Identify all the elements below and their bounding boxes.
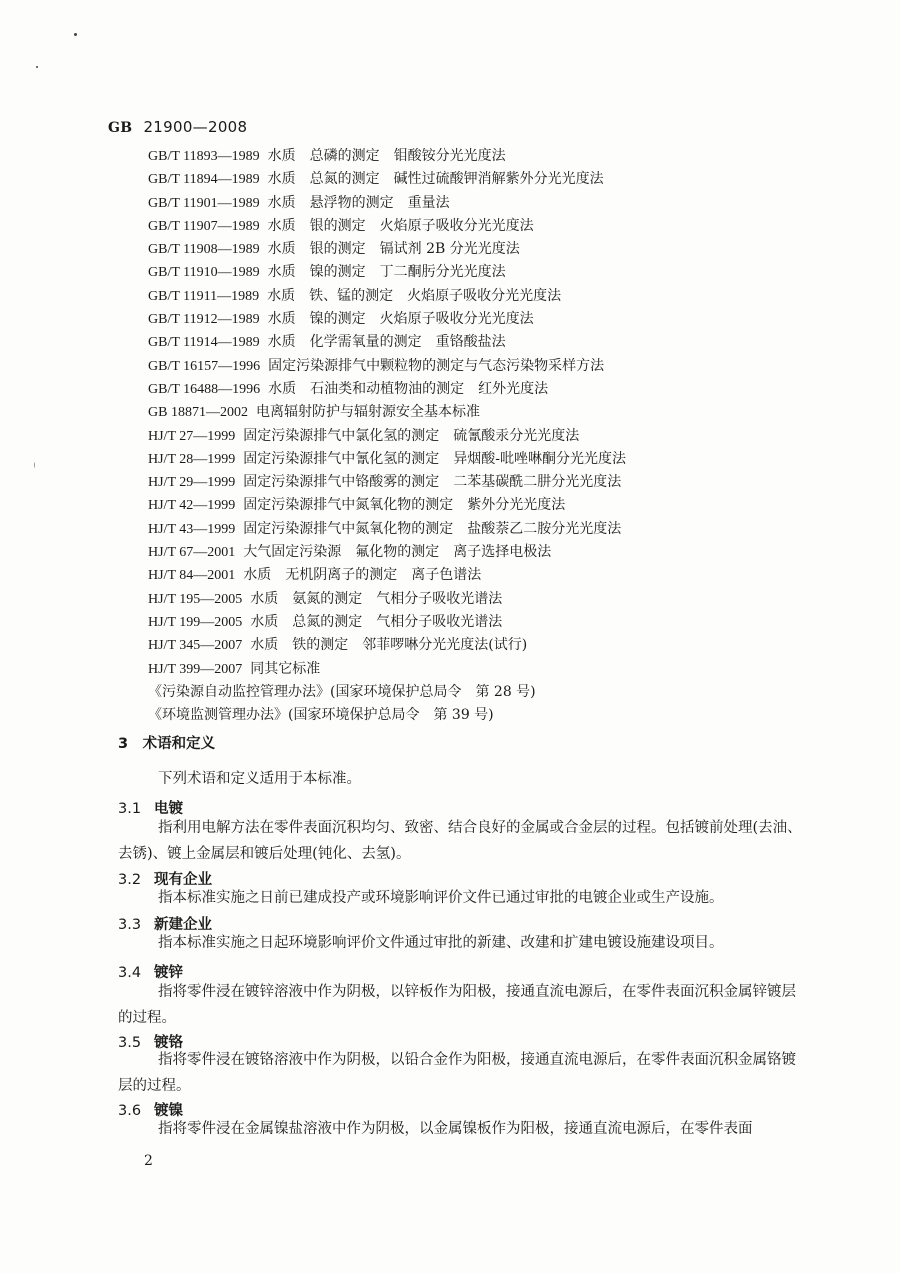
term-definition: 指将零件浸在金属镍盐溶液中作为阴极，以金属镍板作为阳极，接通直流电源后，在零件表面 bbox=[158, 1121, 753, 1137]
term-number: 3.6 bbox=[118, 1103, 142, 1119]
reference-item bbox=[148, 331, 626, 354]
reference-title: 固定污染源排气中氯化氢的测定 硫氰酸汞分光光度法 bbox=[243, 427, 580, 444]
reference-title: 固定污染源排气中氰化氢的测定 异烟酸-吡唑啉酮分光光度法 bbox=[243, 450, 626, 467]
reference-code: HJ/T 345—2007 bbox=[148, 638, 243, 654]
term-number: 3.3 bbox=[118, 917, 142, 933]
term-definition: 指将零件浸在镀锌溶液中作为阴极，以锌板作为阳极，接通直流电源后，在零件表面沉积金属锌镀层的过程。 bbox=[118, 984, 796, 1026]
term-name: 电镀 bbox=[154, 801, 183, 817]
reference-code: HJ/T 195—2005 bbox=[148, 591, 243, 607]
reference-code: GB 18871—2002 bbox=[148, 405, 248, 421]
reference-title: 水质 无机阴离子的测定 离子色谱法 bbox=[243, 567, 482, 584]
reference-item bbox=[148, 634, 626, 657]
reference-item bbox=[148, 494, 626, 517]
reference-code: GB/T 11912—1989 bbox=[148, 312, 260, 328]
section-heading: 3 术语和定义 bbox=[118, 736, 216, 752]
reference-item bbox=[148, 215, 626, 238]
reference-title: 水质 总磷的测定 钼酸铵分光光度法 bbox=[267, 148, 506, 164]
reference-item bbox=[148, 588, 626, 611]
reference-item bbox=[148, 681, 626, 704]
reference-item bbox=[148, 471, 626, 494]
reference-item bbox=[148, 541, 626, 564]
reference-title: 固定污染源排气中氮氧化物的测定 紫外分光光度法 bbox=[243, 497, 566, 514]
reference-code: HJ/T 399—2007 bbox=[148, 661, 243, 677]
reference-item bbox=[148, 285, 626, 308]
reference-title: 固定污染源排气中氮氧化物的测定 盐酸萘乙二胺分光光度法 bbox=[243, 520, 622, 537]
reference-title: 同其它标准 bbox=[250, 660, 321, 677]
scan-speck bbox=[36, 66, 38, 68]
reference-title: 大气固定污染源 氟化物的测定 离子选择电极法 bbox=[243, 544, 552, 561]
reference-item bbox=[148, 378, 626, 401]
page-number: 2 bbox=[144, 1153, 153, 1169]
term-number: 3.1 bbox=[118, 801, 142, 817]
reference-code: GB/T 11908—1989 bbox=[148, 242, 260, 258]
reference-code: GB/T 16488—1996 bbox=[148, 381, 261, 397]
reference-item bbox=[148, 401, 626, 424]
reference-item bbox=[148, 448, 626, 471]
reference-item bbox=[148, 704, 626, 727]
reference-title: 水质 镍的测定 丁二酮肟分光光度法 bbox=[267, 264, 506, 281]
reference-code: GB/T 11893—1989 bbox=[148, 149, 260, 164]
reference-regulation: 《污染源自动监控管理办法》(国家环境保护总局令 第 28 号) bbox=[148, 683, 536, 700]
standard-number: 21900—2008 bbox=[143, 118, 248, 136]
term-number: 3.2 bbox=[118, 872, 142, 888]
reference-item bbox=[148, 611, 626, 634]
reference-title: 水质 悬浮物的测定 重量法 bbox=[267, 194, 450, 211]
section-intro: 下列术语和定义适用于本标准。 bbox=[158, 771, 361, 787]
reference-code: GB/T 16157—1996 bbox=[148, 358, 261, 374]
term-name: 现有企业 bbox=[154, 872, 212, 888]
reference-title: 固定污染源排气中颗粒物的测定与气态污染物采样方法 bbox=[268, 357, 605, 374]
reference-item bbox=[148, 425, 626, 448]
reference-item bbox=[148, 308, 626, 331]
reference-title: 固定污染源排气中铬酸雾的测定 二苯基碳酰二肼分光光度法 bbox=[243, 474, 622, 491]
reference-title: 水质 铁的测定 邻菲啰啉分光光度法(试行) bbox=[250, 637, 528, 654]
term-number: 3.5 bbox=[118, 1035, 142, 1051]
term-name: 镀铬 bbox=[154, 1035, 183, 1051]
reference-code: GB/T 11894—1989 bbox=[148, 172, 260, 188]
reference-title: 水质 化学需氧量的测定 重铬酸盐法 bbox=[267, 334, 506, 351]
reference-item bbox=[148, 518, 626, 541]
reference-title: 水质 氨氮的测定 气相分子吸收光谱法 bbox=[250, 590, 503, 607]
reference-title: 水质 银的测定 镉试剂 2B 分光光度法 bbox=[267, 241, 520, 258]
reference-code: HJ/T 43—1999 bbox=[148, 521, 236, 537]
term-number: 3.4 bbox=[118, 965, 142, 981]
term-name: 镀锌 bbox=[154, 965, 183, 981]
term-definition: 指本标准实施之日前已建成投产或环境影响评价文件已通过审批的电镀企业或生产设施。 bbox=[158, 890, 724, 906]
scan-speck bbox=[34, 462, 35, 468]
reference-title: 水质 镍的测定 火焰原子吸收分光光度法 bbox=[267, 311, 534, 328]
reference-code: GB/T 11911—1989 bbox=[148, 288, 260, 304]
reference-title: 水质 石油类和动植物油的测定 红外光度法 bbox=[268, 380, 549, 397]
reference-code: GB/T 11907—1989 bbox=[148, 218, 260, 234]
reference-item bbox=[148, 261, 626, 284]
term-name: 镀镍 bbox=[154, 1103, 183, 1119]
page-header bbox=[108, 118, 247, 136]
reference-title: 电离辐射防护与辐射源安全基本标准 bbox=[255, 404, 480, 421]
reference-title: 水质 总氮的测定 气相分子吸收光谱法 bbox=[250, 613, 503, 630]
reference-item bbox=[148, 238, 626, 261]
reference-title: 水质 铁、锰的测定 火焰原子吸收分光光度法 bbox=[267, 287, 562, 304]
standard-prefix: GB bbox=[108, 120, 133, 136]
reference-item bbox=[148, 564, 626, 587]
term-definition: 指本标准实施之日起环境影响评价文件通过审批的新建、改建和扩建电镀设施建设项目。 bbox=[158, 935, 724, 951]
reference-item bbox=[148, 168, 626, 191]
reference-item bbox=[148, 355, 626, 378]
normative-references-list bbox=[148, 145, 626, 727]
reference-item bbox=[148, 658, 626, 681]
reference-code: HJ/T 29—1999 bbox=[148, 475, 236, 491]
reference-code: HJ/T 27—1999 bbox=[148, 428, 236, 444]
reference-code: HJ/T 199—2005 bbox=[148, 614, 243, 630]
reference-title: 水质 银的测定 火焰原子吸收分光光度法 bbox=[267, 217, 534, 234]
reference-item bbox=[148, 145, 626, 168]
reference-title: 水质 总氮的测定 碱性过硫酸钾消解紫外分光光度法 bbox=[267, 171, 604, 188]
reference-code: GB/T 11914—1989 bbox=[148, 335, 260, 351]
term-name: 新建企业 bbox=[154, 917, 212, 933]
reference-code: GB/T 11901—1989 bbox=[148, 195, 260, 211]
reference-code: HJ/T 67—2001 bbox=[148, 545, 236, 561]
term-definition: 指将零件浸在镀铬溶液中作为阴极，以铅合金作为阳极，接通直流电源后，在零件表面沉积金属铬镀层的过程。 bbox=[118, 1052, 796, 1094]
term-definition: 指利用电解方法在零件表面沉积均匀、致密、结合良好的金属或合金层的过程。包括镀前处理(去油、去锈)、镀上金属层和镀后处理(钝化、去氢)。 bbox=[118, 820, 802, 862]
reference-code: HJ/T 28—1999 bbox=[148, 451, 236, 467]
reference-code: GB/T 11910—1989 bbox=[148, 265, 260, 281]
scan-speck bbox=[74, 33, 77, 36]
reference-code: HJ/T 84—2001 bbox=[148, 568, 236, 584]
reference-item bbox=[148, 192, 626, 215]
reference-code: HJ/T 42—1999 bbox=[148, 498, 236, 514]
reference-regulation: 《环境监测管理办法》(国家环境保护总局令 第 39 号) bbox=[148, 707, 494, 724]
